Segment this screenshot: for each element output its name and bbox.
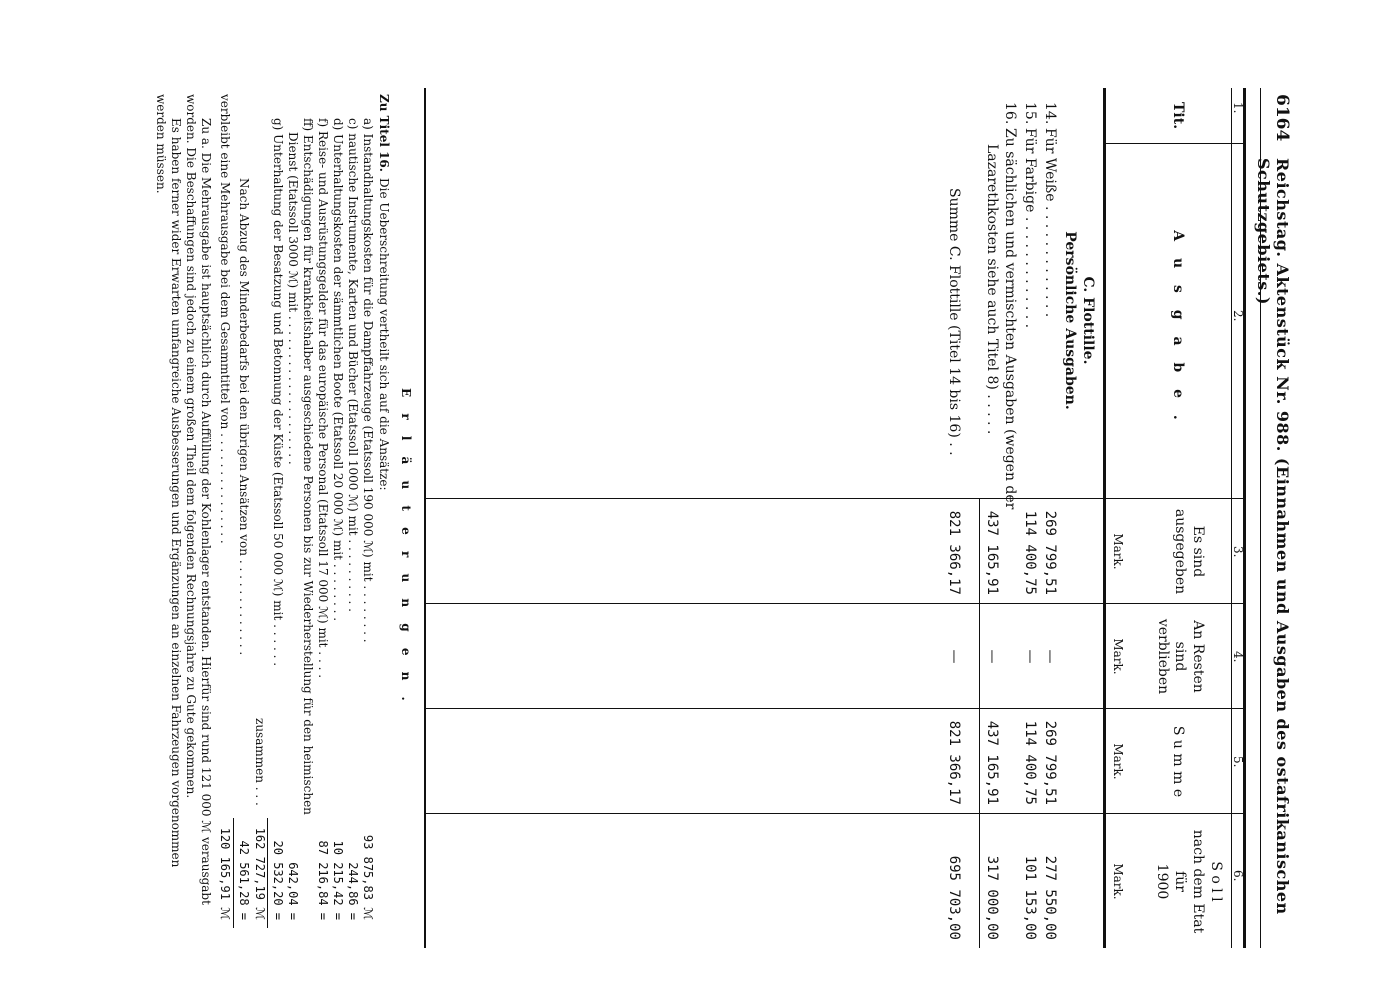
note-item-f: f) Reise- und Ausrüstungsgelder für das europäische Personal (Etatssoll 17 000 ℳ) mit . . . . bbox=[316, 118, 330, 679]
col-number-1: 1. bbox=[1231, 102, 1245, 114]
row-14-soll: 277 550,00 bbox=[1042, 855, 1058, 940]
row-16-soll: 317 000,00 bbox=[984, 855, 1000, 940]
note-item-c: c) nautische Instrumente, Karten und Bücher (Etatssoll 1000 ℳ) mit . . . . . . . . . . bbox=[346, 118, 360, 612]
note-item-ff-cont: Dienst (Etatssoll 3000 ℳ) mit . . . . . . . . . . . . . . . . . . . . bbox=[286, 132, 300, 465]
row-15-text: Für Farbige . . . . . . . . . . . . . bbox=[1022, 128, 1038, 329]
header-bottom-rule bbox=[1103, 88, 1106, 948]
mehr-amount: 120 165,91 ℳ bbox=[218, 827, 232, 920]
page-header bbox=[1254, 88, 1300, 948]
subsection-title: Persönliche Ausgaben. bbox=[1062, 231, 1078, 410]
note-item-g: g) Unterhaltung der Besatzung und Betonnung der Küste (Etatssoll 50 000 ℳ) mit . . . . . . bbox=[271, 118, 285, 667]
page-number: 6164 bbox=[1272, 94, 1292, 142]
row-16-reste: — bbox=[984, 649, 1000, 664]
header-tit: Tit. bbox=[1170, 102, 1186, 130]
notes-lead: Zu Titel 16. bbox=[377, 94, 391, 172]
row-14-reste: — bbox=[1042, 649, 1058, 664]
note-item-a-amount: 93 875,83 ℳ bbox=[361, 834, 375, 920]
note-para-2: Es haben ferner wider Erwarten umfangreiche Ausbesserungen und Ergänzungen an einzelnen Fahrzeugen vorgenommen bbox=[169, 118, 183, 868]
sum-row-soll: 695 703,00 bbox=[946, 855, 962, 940]
col-sep-2 bbox=[424, 498, 1246, 499]
header-an-resten-1: An Resten bbox=[1190, 620, 1206, 693]
col-number-3: 3. bbox=[1231, 546, 1245, 558]
zusammen-amount: 162 727,19 ℳ bbox=[253, 827, 267, 920]
sum-row-summe: 821 366,17 bbox=[946, 720, 962, 805]
note-item-ff-amount: 642,04 = bbox=[286, 862, 300, 920]
row-15-ausgegeben: 114 400,75 bbox=[1022, 510, 1038, 595]
header-soll-4: 1900 bbox=[1154, 863, 1170, 900]
col-number-5: 5. bbox=[1231, 756, 1245, 768]
row-14-ausgegeben: 269 799,51 bbox=[1042, 510, 1058, 595]
header-ausgabe: A u s g a b e . bbox=[1170, 230, 1186, 426]
mehr-rule bbox=[233, 818, 234, 928]
col-sep-3 bbox=[424, 603, 1246, 604]
header-unit-6: Mark. bbox=[1111, 863, 1125, 900]
row-16-tit: 16. bbox=[1002, 102, 1018, 125]
section-title: C. Flottille. bbox=[1080, 276, 1096, 365]
explanations bbox=[113, 88, 413, 948]
page-title: Reichstag. Aktenstück Nr. 988. (Einnahmen und Ausgaben des ostafrikanischen Schutzgebiets.) bbox=[1254, 158, 1292, 915]
row-15-summe: 114 400,75 bbox=[1022, 720, 1038, 805]
header-unit-4: Mark. bbox=[1111, 638, 1125, 675]
zusammen-label: zusammen . . . bbox=[253, 718, 267, 806]
col-number-4: 4. bbox=[1231, 651, 1245, 663]
table-bottom-rule bbox=[424, 88, 426, 948]
note-item-f-amount: 87 216,84 = bbox=[316, 840, 330, 920]
header-es-sind-1: Es sind bbox=[1190, 525, 1206, 578]
row-16-text: Zu sächlichen und vermischten Ausgaben (wegen der bbox=[1002, 128, 1018, 510]
header-soll-2: nach dem Etat bbox=[1190, 829, 1206, 934]
note-item-a: a) Instandhaltungskosten für die Dampffahrzeuge (Etatssoll 190 000 ℳ) mit . . . . . . . . bbox=[361, 118, 375, 643]
header-rule bbox=[1260, 88, 1261, 948]
sum-row-reste: — bbox=[946, 649, 962, 664]
note-item-d: d) Unterhaltungskosten der sämmtlichen Boote (Etatssoll 20 000 ℳ) mit . . . . . . . . bbox=[331, 118, 345, 622]
sum-row-text: Summe C. Flottille (Titel 14 bis 16) . . bbox=[946, 188, 962, 456]
column-number-rule bbox=[1231, 88, 1232, 948]
header-unit-5: Mark. bbox=[1111, 743, 1125, 780]
col-sep-1 bbox=[1106, 143, 1246, 144]
header-soll-3: für bbox=[1172, 871, 1188, 892]
note-item-ff: ff) Entschädigungen für krankheitshalber ausgeschiedene Personen bis zur Wiederherstellung für den heimischen bbox=[301, 118, 315, 815]
col-sep-4 bbox=[424, 708, 1246, 709]
header-unit-3: Mark. bbox=[1111, 533, 1125, 570]
col-number-6: 6. bbox=[1231, 870, 1245, 882]
row-15-reste: — bbox=[1022, 649, 1038, 664]
sum-row-ausgegeben: 821 366,17 bbox=[946, 510, 962, 595]
row-14-tit: 14. bbox=[1042, 102, 1058, 125]
table-top-rule bbox=[1243, 88, 1246, 948]
accounts-table bbox=[421, 88, 1246, 948]
funding-footer bbox=[0, 0, 2, 996]
row-14-text: Für Weiße . . . . . . . . . . . . . bbox=[1042, 128, 1058, 318]
note-para-1b: worden. Die Beschaffungen sind jedoch zu einem großen Theil dem folgenden Rechnungsjahre zu Gute gekommen. bbox=[184, 94, 198, 799]
row-16-summe: 437 165,91 bbox=[984, 720, 1000, 805]
minder-amount: 42 561,28 = bbox=[237, 840, 251, 920]
row-16-text-cont: Lazarethkosten siehe auch Titel 8) . . . . . bbox=[984, 144, 1000, 435]
row-15-tit: 15. bbox=[1022, 102, 1038, 125]
note-para-1: Zu a. Die Mehrausgabe ist hauptsächlich durch Auffüllung der Kohlenlager entstanden. Hierfür sind rund 121 000 ℳ verausgabt bbox=[199, 118, 213, 905]
header-an-resten-2: sind verblieben bbox=[1155, 618, 1188, 695]
notes-intro: Die Ueberschreitung vertheilt sich auf die Ansätze: bbox=[377, 178, 391, 491]
zusammen-rule bbox=[267, 818, 268, 928]
note-item-d-amount: 10 215,42 = bbox=[331, 840, 345, 920]
header-es-sind-2: ausgegeben bbox=[1172, 508, 1188, 595]
note-para-2b: werden müssen. bbox=[154, 94, 168, 194]
minder-text: Nach Abzug des Minderbedarfs bei den übrigen Ansätzen von . . . . . . . . . . . . . bbox=[237, 178, 251, 656]
header-soll-1: S o l l bbox=[1208, 861, 1224, 902]
note-item-g-amount: 20 532,20 = bbox=[271, 840, 285, 920]
row-15-soll: 101 153,00 bbox=[1022, 855, 1038, 940]
col-number-2: 2. bbox=[1231, 310, 1245, 322]
subtotal-rule bbox=[979, 498, 980, 948]
row-14-summe: 269 799,51 bbox=[1042, 720, 1058, 805]
mehr-text: verbleibt eine Mehrausgabe bei dem Gesammtittel von . . . . . . . . . . . . . . . bbox=[218, 94, 232, 544]
note-item-c-amount: 244,86 = bbox=[346, 862, 360, 920]
header-summe: S u m m e bbox=[1170, 725, 1186, 798]
col-sep-5 bbox=[424, 813, 1246, 814]
notes-title: E r l ä u t e r u n g e n . bbox=[399, 388, 413, 707]
rotated-page bbox=[110, 88, 1300, 948]
row-16-ausgegeben: 437 165,91 bbox=[984, 510, 1000, 595]
